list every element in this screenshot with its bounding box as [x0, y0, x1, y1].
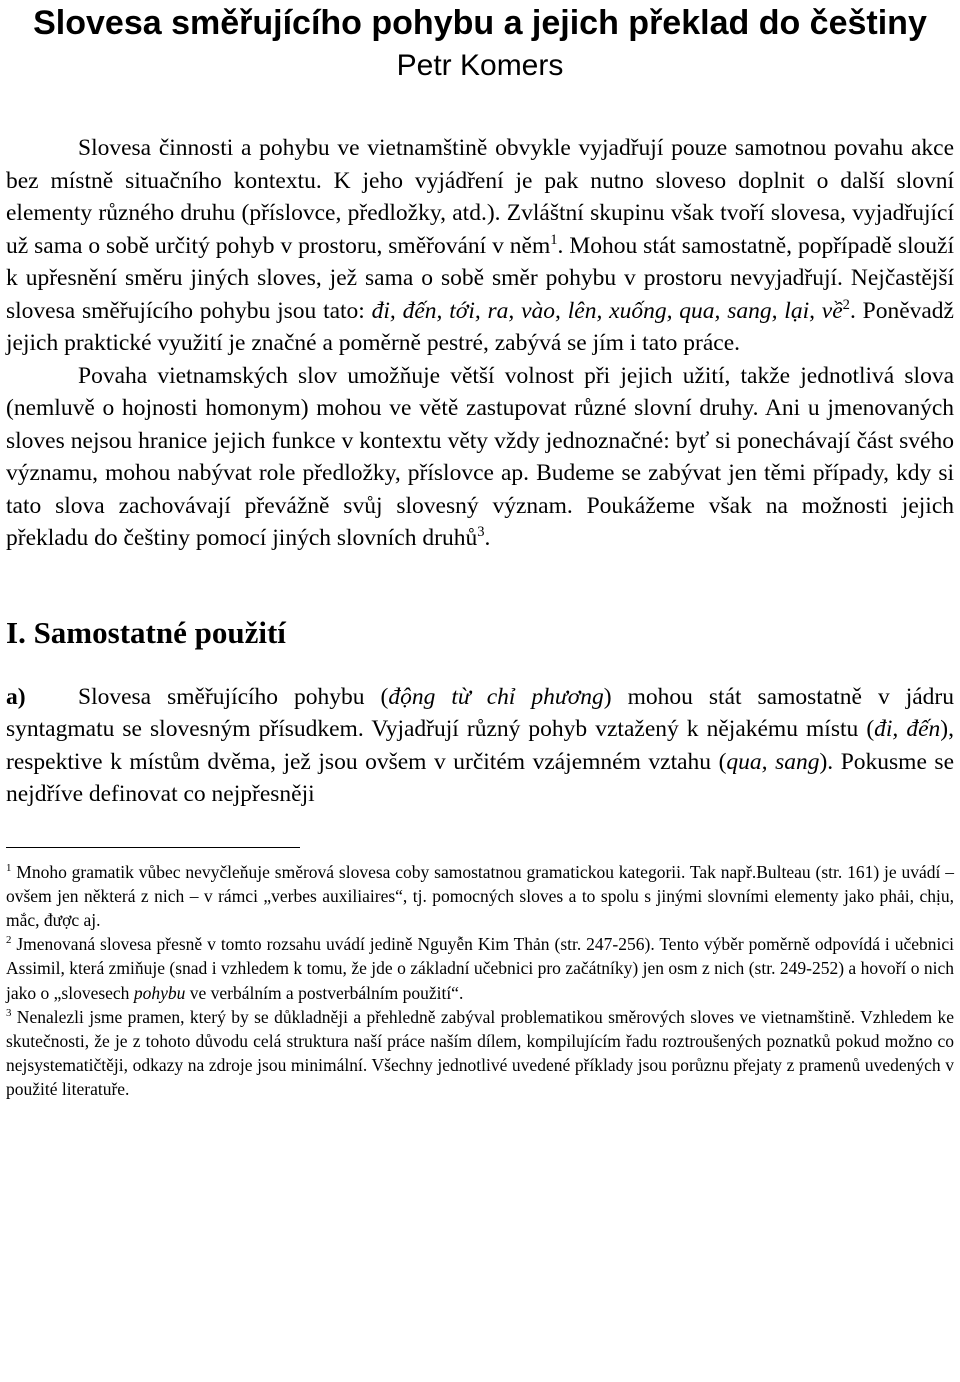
footnote-separator — [6, 847, 300, 848]
intro-text: . — [484, 525, 491, 551]
footnote-text: Jmenovaná slovesa přesně v tomto rozsahu uvádí jedině Nguyễn Kim Thản (str. 247-256). Tento výběr poměrně odpovídá i učebnici Assimil, která zmiňuje (snad i vzhledem k tomu, že jde o základní učebnici pro začátníky) jen osm z nich (str. 249-252) a hovoří o nich jako o „slovesech — [6, 934, 954, 1003]
intro-text: . Mohou stát samostatně, popřípadě slouží k upřesnění směru jiných sloves, jež sama o sobě směr pohybu v prostoru nevyjadřují. Nejčastější slovesa směřujícího pohybu jsou tato: — [6, 232, 954, 324]
footnote-ref-1[interactable]: 1 — [550, 231, 558, 248]
footnote-ref-2[interactable]: 2 — [842, 296, 850, 313]
section-paragraph-a — [6, 681, 954, 811]
italic-term: pohybu — [133, 982, 186, 1003]
document-title: Slovesa směřujícího pohybu a jejich překlad do češtiny — [33, 4, 927, 42]
intro-text: Slovesa činnosti a pohybu ve vietnamštině obvykle vyjadřují pouze samotnou povahu akce bez místně situačního kontextu. K jeho vyjádření je pak nutno sloveso doplnit o další slovní elementy různého druhu (příslovce, předložky, atd.). Zvláštní skupinu však tvoří slovesa, vyjadřující už sama o sobě určitý pohyb v prostoru, směřování v něm — [6, 135, 954, 259]
footnote-text: ve verbálním a postverbálním použití“. — [185, 982, 464, 1003]
document-page — [6, 0, 954, 1102]
intro-paragraph-1 — [6, 132, 954, 360]
footnote-number: 2 — [6, 934, 12, 947]
author-name: Petr Komers — [396, 49, 564, 82]
footnote-number: 1 — [6, 861, 12, 874]
italic-term: qua, sang — [726, 748, 820, 775]
intro-text: Povaha vietnamských slov umožňuje větší volnost při jejich užití, takže jednotlivá slova (nemluvě o hojnosti homonym) mohou ve větě zastupovat různé slovní druhy. Ani u jmenovaných sloves nejsou hranice jejich funkce v kontextu věty vždy jednoznačné: byť si ponechávají část svého významu, mohou nabývat role předložky, příslovce ap. Budeme se zabývat jen těmi případy, kdy si tato slova zachovávají převážně svůj slovesný význam. Poukážeme však na možnosti jejich překladu do češtiny pomocí jiných slovních druhů — [6, 362, 954, 551]
footnote-ref-3[interactable]: 3 — [477, 524, 485, 541]
section-text: Slovesa směřujícího pohybu ( — [78, 683, 389, 710]
section-text: ), respektive k místům dvěma, jež jsou ovšem v určitém vzájemném vztahu ( — [6, 716, 954, 775]
paragraph-label: a) — [6, 683, 26, 710]
footnote-1 — [6, 860, 954, 933]
footnotes — [6, 860, 954, 1102]
section-heading: I. Samostatné použití — [6, 614, 286, 650]
section-text: ) mohou stát samostatně v jádru syntagmatu se slovesným přísudkem. Vyjadřují různý pohyb vztažený k nějakému místu ( — [6, 683, 954, 742]
footnote-number: 3 — [6, 1006, 12, 1019]
section-text: ). Pokusme se nejdříve definovat co nejpřesněji — [6, 748, 954, 807]
intro-text: . Poněvadž jejich praktické využití je značné a poměrně pestré, zabývá se jím i tato práce. — [6, 297, 954, 356]
footnote-3 — [6, 1005, 954, 1102]
italic-term: động từ chỉ phương — [388, 683, 604, 710]
italic-term: đi, đến — [874, 716, 941, 742]
verb-list: đi, đến, tới, ra, vào, lên, xuống, qua, sang, lại, về — [371, 297, 843, 324]
footnote-text: Mnoho gramatik vůbec nevyčleňuje směrová slovesa coby samostatnou gramatickou kategorii. Tak např.Bulteau (str. 161) je uvádí – ovšem jen některá z nich – v rámci „verbes auxiliaires“, tj. pomocných sloves a to spolu s jinými slovními elementy jako phải, chịu, mắc, được aj. — [6, 861, 954, 930]
footnote-text: Nenalezli jsme pramen, který by se důkladněji a přehledně zabýval problematikou směrových sloves ve vietnamštině. Vzhledem ke skutečnosti, že je z tohoto důvodu celá struktura naší práce naším dílem, kompilujícím řadu roztroušených poznatků pokud možno co nejsystematičtěji, odkazy na zdroje jsou minimální. Všechny jednotlivé uvedené příklady jsou porůznu přejaty z pramenů uvedených v použité literatuře. — [6, 1006, 954, 1100]
intro-paragraph-2 — [6, 360, 954, 555]
footnote-2 — [6, 932, 954, 1005]
